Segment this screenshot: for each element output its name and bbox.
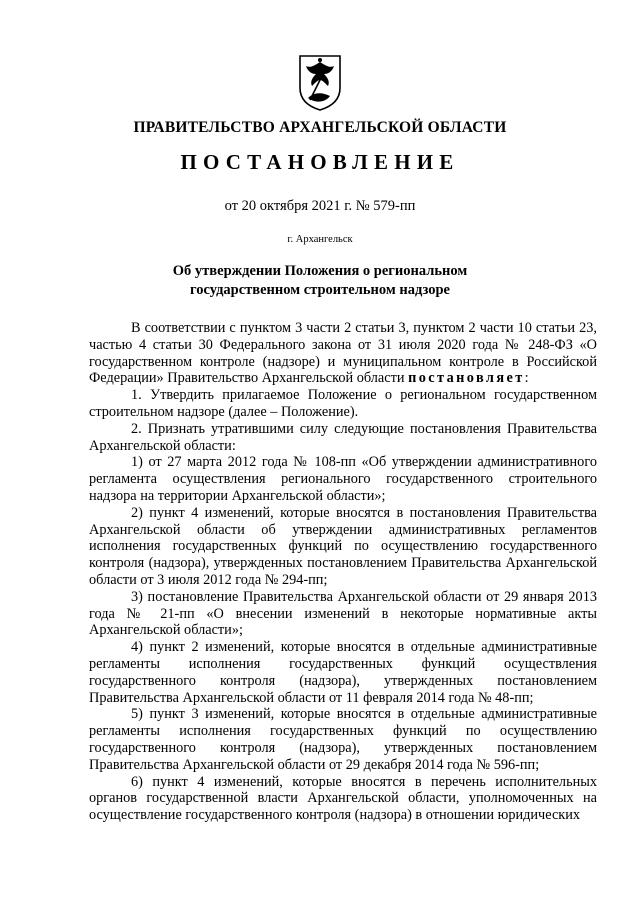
subitem-2: 2) пункт 4 изменений, которые вносятся в постановления Правительства Архангельской области об утверждении административных регламентов исполнения государственных функций по осуществлению государственного контроля (надзора), утвержденных постановлением Правительства Архангельской области от 3 июля 2012 года № 294-пп; [89,504,597,588]
decree-word: постановляет [408,370,525,387]
decree-colon: : [524,370,529,387]
document-type-title: ПОСТАНОВЛЕНИЕ [180,150,460,174]
subitem-6: 6) пункт 4 изменений, которые вносятся в перечень исполнительных органов государственной власти Архангельской области, уполномоченных на осуществление государственного контроля (надзора) в отношении юридических [89,773,597,824]
subject-line-1: Об утверждении Положения о региональном [172,263,468,279]
item-1: 1. Утвердить прилагаемое Положение о региональном государственном строительном надзоре (далее – Положение). [89,387,597,420]
subject-line-2: государственном строительном надзоре [190,282,450,298]
preamble-paragraph [89,320,597,387]
document-body [89,320,597,824]
subitem-5: 5) пункт 3 изменений, которые вносятся в отдельные административные регламенты исполнения государственных функций по осуществлению государственного контроля (надзора), утвержденных постановлением Правительства Архангельской области от 29 декабря 2014 года № 596-пп; [89,706,597,773]
document-subject [0,262,640,300]
document-place: г. Архангельск [287,234,353,245]
coat-of-arms-icon [296,52,344,112]
subitem-3: 3) постановление Правительства Архангельской области от 29 января 2013 года № 21-пп «О внесении изменений в некоторые нормативные акты Архангельской области»; [89,588,597,639]
subitem-4: 4) пункт 2 изменений, которые вносятся в отдельные административные регламенты исполнения государственных функций осуществления государственного контроля (надзора), утвержденных постановлением Правительства Архангельской области от 11 февраля 2014 года № 48-пп; [89,639,597,706]
preamble-text: В соответствии с пунктом 3 части 2 статьи 3, пунктом 2 части 10 статьи 23, частью 4 статьи 30 Федерального закона от 31 июля 2020 года № 248-ФЗ «О государственном контроле (надзоре) и муниципальном контроле в Российской Федерации» Правительство Архангельской области [89,320,597,387]
issuer-heading: ПРАВИТЕЛЬСТВО АРХАНГЕЛЬСКОЙ ОБЛАСТИ [133,119,507,136]
subitem-1: 1) от 27 марта 2012 года № 108-пп «Об утверждении административного регламента осуществления регионального государственного строительного надзора на территории Архангельской области»; [89,454,597,504]
document-date-number: от 20 октября 2021 г. № 579-пп [224,198,416,214]
item-2: 2. Признать утратившими силу следующие постановления Правительства Архангельской области: [89,420,597,454]
